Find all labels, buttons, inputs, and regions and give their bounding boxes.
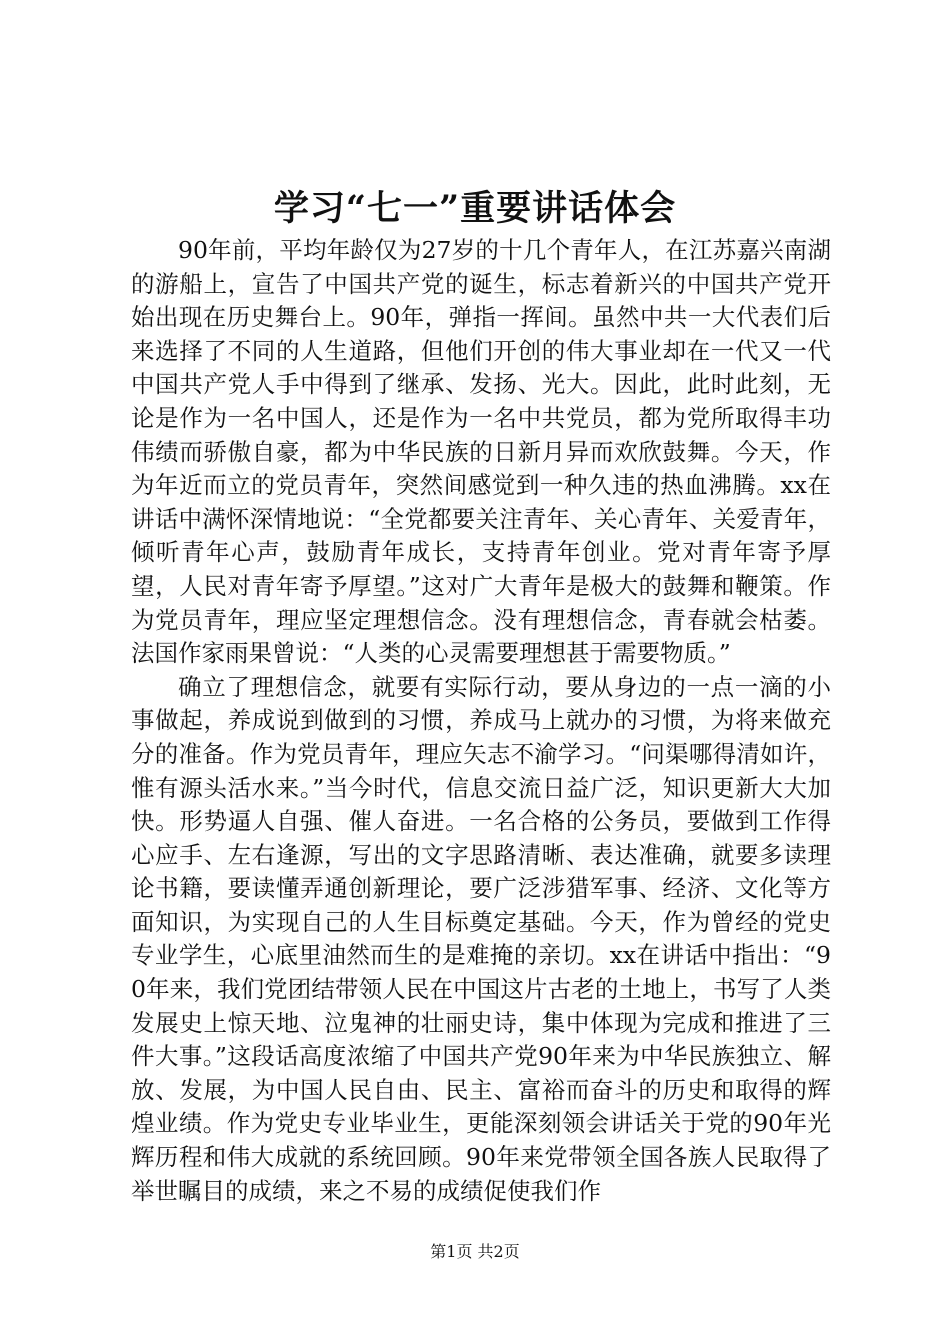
paragraph-1: 90年前，平均年龄仅为27岁的十几个青年人，在江苏嘉兴南湖的游船上，宣告了中国共产党的诞生，标志着新兴的中国共产党开始出现在历史舞台上。90年，弹指一挥间。虽然中共一大代表们后来选择了不同的人生道路，但他们开创的伟大事业却在一代又一代中国共产党人手中得到了继承、发扬、光大。因此，此时此刻，无论是作为一名中国人，还是作为一名中共党员，都为党所取得丰功伟绩而骄傲自豪，都为中华民族的日新月异而欢欣鼓舞。今天，作为年近而立的党员青年，突然间感觉到一种久违的热血沸腾。xx在讲话中满怀深情地说：“全党都要关注青年、关心青年、关爱青年，倾听青年心声，鼓励青年成长，支持青年创业。党对青年寄予厚望，人民对青年寄予厚望。”这对广大青年是极大的鼓舞和鞭策。作为党员青年，理应坚定理想信念。没有理想信念，青春就会枯萎。法国作家雨果曾说：“人类的心灵需要理想甚于需要物质。”: [131, 236, 831, 668]
document-body: [131, 234, 831, 1208]
page-footer: 第1页 共2页: [430, 1242, 520, 1261]
document-title: 学习“七一”重要讲话体会: [273, 188, 677, 229]
paragraph-2: 确立了理想信念，就要有实际行动，要从身边的一点一滴的小事做起，养成说到做到的习惯，养成马上就办的习惯，为将来做充分的准备。作为党员青年，理应矢志不渝学习。“问渠哪得清如许，惟有源头活水来。”当今时代，信息交流日益广泛，知识更新大大加快。形势逼人自强、催人奋进。一名合格的公务员，要做到工作得心应手、左右逢源，写出的文字思路清晰、表达准确，就要多读理论书籍，要读懂弄通创新理论，要广泛涉猎军事、经济、文化等方面知识，为实现自己的人生目标奠定基础。今天，作为曾经的党史专业学生，心底里油然而生的是难掩的亲切。xx在讲话中指出：“90年来，我们党团结带领人民在中国这片古老的土地上，书写了人类发展史上惊天地、泣鬼神的壮丽史诗，集中体现为完成和推进了三件大事。”这段话高度浓缩了中国共产党90年来为中华民族独立、解放、发展，为中国人民自由、民主、富裕而奋斗的历史和取得的辉煌业绩。作为党史专业毕业生，更能深刻领会讲话关于党的90年光辉历程和伟大成就的系统回顾。90年来党带领全国各族人民取得了举世瞩目的成绩，来之不易的成绩促使我们作: [131, 672, 831, 1205]
